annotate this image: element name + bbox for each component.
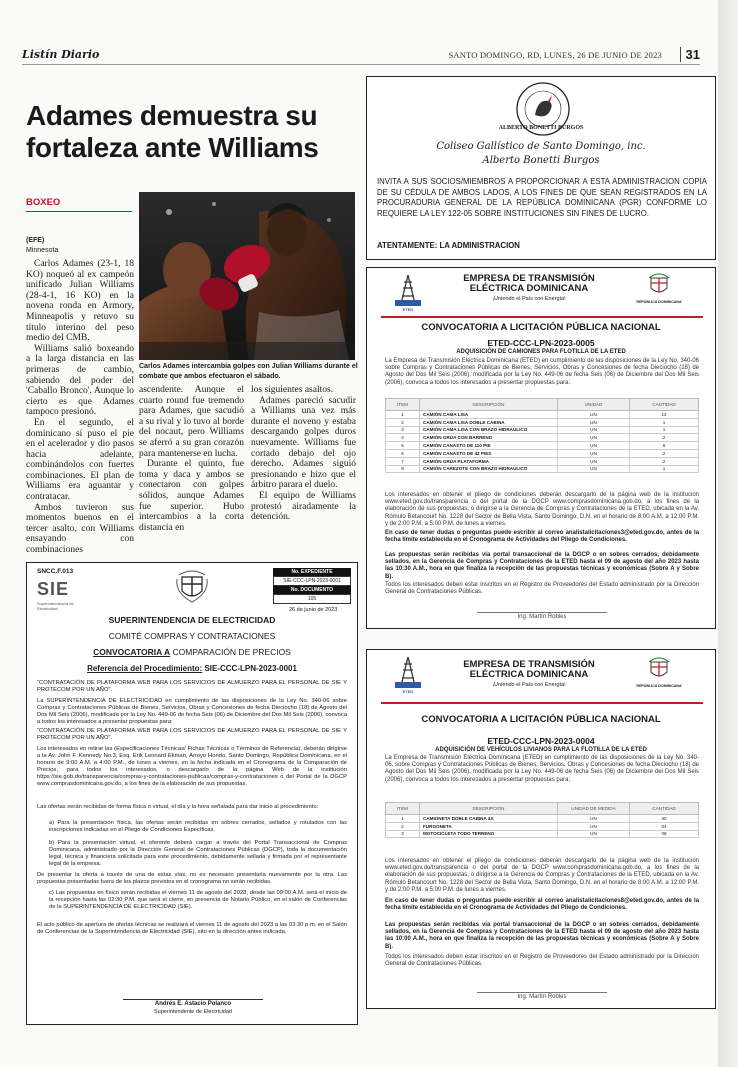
tender-subject: ADQUISICIÓN DE VEHÍCULOS LIVIANOS PARA LA FLOTILLA DE LA ETED — [435, 747, 647, 753]
cell: 04 — [630, 822, 699, 830]
cell: 3 — [386, 426, 420, 434]
coliseo-name: Coliseo Gallístico de Santo Domingo, inc. — [436, 141, 646, 152]
cell: 6 — [386, 449, 420, 457]
paragraph: Carlos Adames (23-1, 18 KO) noqueó al ex campeón unificado Julian Williams (28-4-1, 16 KO) en la novena ronda en Armory, Minneapolis y retuvo su título interino del peso medio del CMB. — [26, 259, 134, 344]
gov-label: REPÚBLICA DOMINICANA — [636, 300, 682, 304]
cell: 1 — [630, 418, 699, 426]
convocation-lead: CONVOCATORIA A — [93, 647, 171, 657]
paragraph: Durante el quinto, fue toma y daca y ambos se conectaron con golpes sólidos, aunque Adames fue superior. Hubo intercambios a la corta distancia en — [139, 459, 244, 533]
red-rule — [381, 702, 703, 704]
item-c: c) Las propuestas en físico serán recibidas el viernes 11 de agosto del 2023, desde las 09:00 A.M. será el inicio de la recepción hasta las 02:30 P.M. que será el cierre, en presencia de Notario Público, en el salón de Conferencias de la SUPERINTENDENCIA DE ELECTRICIDAD (SIE). — [49, 890, 347, 910]
eted-tender-0005 — [366, 267, 716, 629]
article-column-2 — [139, 385, 244, 533]
column-header: ITEM — [386, 399, 420, 411]
paragraph-questions: En caso de tener dudas o preguntas puede escribir al correo analistalicitaciones8@eted.gov.do, antes de la fecha límite establecida en el Cronograma de Actividades del Pliego de Condiciones. — [385, 898, 699, 912]
tender-reference: ETED-CCC-LPN-2023-0004 — [487, 736, 595, 746]
eted-logo-label: ETED — [402, 689, 414, 694]
form-code: SNCC.F.013 — [37, 568, 74, 575]
column-header: DESCRIPCIÓN — [420, 399, 558, 411]
table-row — [386, 457, 699, 465]
table-row — [386, 815, 699, 823]
cell: 2 — [386, 822, 420, 830]
paragraph-deadline: Las propuestas serán recibidas vía portal transaccional de la DGCP o en sobres cerrados, debidamente sellados, en la Gerencia de Compras y Contrataciones de la ETED hasta el 09 de agosto del año 2023 hasta las 10:30 A.M., hora en que finaliza la recepción de las propuestas técnicas y económicas (Sobre A y Sobre B). — [385, 552, 699, 580]
item-a: a) Para la presentación física, las ofertas serán recibidas en sobres cerrados, sellados y rotulados con las inscripciones indicadas en el Pliego de Condiciones Específicas. — [49, 820, 347, 833]
company-name: EMPRESA DE TRANSMISIÓN ELÉCTRICA DOMINICANA — [463, 273, 595, 294]
boxing-photo — [139, 192, 355, 360]
eted-logo-label: ETED — [402, 307, 414, 312]
paragraph-opening: El acto público de apertura de ofertas técnicas se realizará el viernes 11 de agosto del 2023 a las 03:30 p.m. en el Salón de Conferencias de la Superintendencia de Electricidad (SIE), sito en la dirección antes indicada. — [37, 922, 347, 935]
paragraph: Williams salió boxeando a la larga distancia en las primeras de cambio, sabiendo del poder del 'Caballo Bronco'. Aunque lo cierto es que Adames tampoco presionó. — [26, 343, 134, 418]
paragraph-deadline: Las propuestas serán recibidas vía portal transaccional de la DGCP o en sobres cerrados, debidamente sellados, en la Gerencia de Compras y Contrataciones de la ETED hasta el 09 de agosto del año 2023 hasta las 10:00 A.M., hora en que finaliza la recepción de las propuestas técnicas y económicas (Sobre A y Sobre B). — [385, 922, 699, 950]
coat-of-arms-icon — [173, 569, 211, 605]
cell: MOTOCICLETA TODO TERRENO — [420, 830, 558, 838]
cell: CAMIÓN CAMA LISA CON BRAZO HIDRAULICO — [420, 426, 558, 434]
article-headline: Adames demuestra su fortaleza ante Williams — [26, 100, 319, 163]
cell: 08 — [630, 830, 699, 838]
table-row — [386, 426, 699, 434]
cell: 2 — [386, 418, 420, 426]
column-header: CANTIDAD — [630, 803, 699, 815]
cell: UN — [558, 830, 630, 838]
paragraph: ascendente. Aunque el cuarto round fue tremendo para Adames, que sacudió a su rival y lo tuvo al borde del nocaut, pero Williams se aferró a su gran corazón para mantenerse en lucha. — [139, 385, 244, 459]
table-row — [386, 830, 699, 838]
cell: CAMIÓN GRÚA PLATAFORMA — [420, 457, 558, 465]
cell: 12 — [630, 411, 699, 419]
table-row — [386, 465, 699, 473]
paragraph-object: "CONTRATACIÓN DE PLATAFORMA WEB PARA LOS SERVICIOS DE ALMUERZO PARA EL PERSONAL DE SIE Y PROTECOM POR UN AÑO". — [37, 728, 347, 741]
table-row — [386, 434, 699, 442]
cell: CAMIÓN CANASTO DE 42 PIES — [420, 449, 558, 457]
cell: CAMIÓN GRÚA CON BARRENO — [420, 434, 558, 442]
paragraph-questions: En caso de tener dudas o preguntas puede escribir al correo analistalicitaciones3@eted.gov.do, antes de la fecha límite establecida en el Cronograma de Actividades del Pliego de Condiciones. — [385, 530, 699, 544]
column-header: UNIDAD — [558, 399, 630, 411]
cell: 8 — [386, 465, 420, 473]
paragraph-download: Los interesados en obtener el pliego de condiciones deberán descargarlo de la página web de la institución www.eted.gov.do/transparencia o del portal de la DGCP www.comprasdominicana.gob.do, a los fines de la elaboración de sus propuestas, o dirigirse a la Gerencia de Compras y Contrataciones de la ETED, ubicada en la Av. Rómulo Betancourt No. 1228 del Sector de Bella Vista, Santo Domingo, D.N. en el horario de 8:00 A.M. a 12:00 P.M. y de 2:00 P.M. a 5:00 P.M. de lunes a viernes. — [385, 858, 699, 893]
cell: UN — [558, 449, 630, 457]
paragraph: Adames pareció sacudir a Williams una vez más durante el noveno y estaba descargando golpes duros nuevamente. Williams fue cortado debajo del ojo derecho. Adames siguió presionando e hizo que el árbitro parara el duelo. — [251, 395, 356, 491]
page-header — [22, 47, 700, 65]
cell: UN — [558, 822, 630, 830]
cell: UN — [558, 418, 630, 426]
page-number: 31 — [680, 47, 700, 62]
cell: CAMIÓN CAMA LISA DOBLE CABINA — [420, 418, 558, 426]
tender-title: CONVOCATORIA A LICITACIÓN PÚBLICA NACIONAL — [421, 322, 661, 333]
column-header: UNIDAD DE MEDIDA — [558, 803, 630, 815]
notice-text: INVITA A SUS SOCIOS/MIEMBROS A PROPORCIONAR A ESTA ADMINISTRACION COPIA DE SU CÉDULA DE AMBOS LADOS, A LOS FINES DE QUE SEAN REGISTRADOS EN LA PROCURADURIA GENERAL DE LA REPÚBLICA DOMINICANA (PGR) CONFORME LO REQUIERE LA LEY 122-05 SOBRE INSTITUCIONES SIN FINES DE LUCRO. — [377, 177, 707, 218]
table-row — [386, 822, 699, 830]
signer: Ing. Martín Robles — [477, 992, 607, 1000]
paragraph-registry: Todos los interesados deben estar inscritos en el Registro de Proveedores del Estado administrado por la Dirección General de Contrataciones Públicas. — [385, 954, 699, 968]
table-row — [386, 411, 699, 419]
expedient-box — [273, 568, 351, 604]
table-row — [386, 449, 699, 457]
gallistico-seal — [508, 81, 578, 141]
cell: UN — [558, 411, 630, 419]
organization: SUPERINTENDENCIA DE ELECTRICIDAD — [108, 615, 276, 625]
date-line: SANTO DOMINGO, RD, LUNES, 26 DE JUNIO DE 2023 — [448, 50, 662, 60]
cell: 1 — [630, 465, 699, 473]
coat-of-arms-icon — [647, 656, 671, 682]
cell: 40 — [630, 815, 699, 823]
items-table — [385, 802, 699, 838]
cell: UN — [558, 426, 630, 434]
paragraph-retrieve: Los interesados en retirar las (Especificaciones Técnicas/ Fichas Técnicas o Términos de Referencia), deberán dirigirse a la Av. John F. Kennedy No.3, Esq. Erik Leonard Ekman, Arroyo Hondo, Santo Domingo, República Dominicana, en el horario de 9:00 A.M. a 4:00 P.M., de lunes a viernes, en la fecha indicada en el Cronograma de la Comparación de Precios, para todos los interesados, o descargarlo de la página Web de la institución https://sie.gob.do/transparencia/compras-y-contrataciones-publicas/compras-y-contrataciones o del Portal de la DGCP www.comprasdominicana.gov.do, a los fines de la elaboración de sus propuestas. — [37, 746, 347, 787]
procedure-reference — [27, 664, 357, 673]
photo-caption: Carlos Adames intercambia golpes con Julian Williams durante el combate que ambos efectuaron el sábado. — [139, 363, 358, 380]
cell: 2 — [630, 434, 699, 442]
byline — [26, 236, 58, 256]
column-header: CANTIDAD — [630, 399, 699, 411]
reference-value: SIE-CCC-LPN-2023-0001 — [202, 664, 297, 673]
tender-subject: ADQUISICIÓN DE CAMIONES PARA FLOTILLA DE LA ETED — [456, 349, 626, 355]
cell: UN — [558, 815, 630, 823]
eted-header — [367, 268, 715, 314]
cell: 3 — [386, 830, 420, 838]
items-table — [385, 398, 699, 473]
paragraph: Ambos tuvieron sus momentos buenos en el tercer asalto, con Williams ensayando con combinaciones — [26, 502, 134, 556]
tender-intro: La Empresa de Transmisión Eléctrica Dominicana (ETED) en cumplimiento de las disposiciones de la Ley No. 340-06 sobre Compras y Contrataciones Públicas de Bienes, Servicios, Obras y Concesiones de fecha Dieciocho (18) de Agosto del Dos Mil Seis (2006), modificada por la Ley No. 449-06 de fecha Seis (06) de Diciembre del Dos Mil Seis (2006), convoca a todos los interesados a presentar propuestas para: — [385, 358, 699, 386]
cell: CAMIONETA DOBLE CABINA 4X — [420, 815, 558, 823]
paragraph-download: Los interesados en obtener el pliego de condiciones deberán descargarlo de la página web de la institución www.eted.gov.do/transparencia o del portal de la DGCP www.comprasdominicana.gob.do, a los fines de la elaboración de sus propuestas, o dirigirse a la Gerencia de Compras y Contrataciones de la ETED, ubicada en la Av. Rómulo Betancourt No. 1228 del Sector de Bella Vista, Santo Domingo, D.N. en el horario de 8:00 A.M. a 12:00 P.M. y de 2:00 P.M. a 5:00 P.M. de lunes a viernes. — [385, 492, 699, 527]
convocation-rest: COMPARACIÓN DE PRECIOS — [170, 647, 291, 657]
cell: FURGONETA — [420, 822, 558, 830]
page-edge — [718, 0, 738, 1067]
gov-label: REPÚBLICA DOMINICANA — [636, 684, 682, 688]
masthead: Listín Diario — [22, 48, 100, 61]
cell: 6 — [630, 442, 699, 450]
dateline: Minnesota — [26, 247, 59, 254]
article-column-1 — [26, 259, 134, 556]
eted-header — [367, 650, 715, 696]
article-column-3 — [251, 385, 356, 523]
section-label: BOXEO — [26, 197, 61, 208]
cell: 1 — [630, 426, 699, 434]
object-text: "CONTRATACIÓN DE PLATAFORMA WEB PARA LOS SERVICIOS DE ALMUERZO PARA EL PERSONAL DE SIE Y PROTECOM POR UN AÑO". — [37, 680, 347, 693]
tender-title: CONVOCATORIA A LICITACIÓN PÚBLICA NACIONAL — [421, 714, 661, 725]
agency: (EFE) — [26, 237, 45, 244]
reference-label: Referencia del Procedimiento: — [87, 664, 203, 673]
company-slogan: ¡Uniendo el País con Energía! — [492, 296, 566, 302]
paragraph: los siguientes asaltos. — [251, 385, 334, 395]
cell: 1 — [386, 815, 420, 823]
signer-name: Andrés E. Astacio Polanco — [123, 999, 263, 1007]
seal-name: ALBERTO BONETTI BURGOS — [498, 125, 584, 131]
cell: 2 — [630, 457, 699, 465]
convocation-title — [27, 647, 357, 657]
document-value: 105 — [273, 594, 351, 604]
tender-intro: La Empresa de Transmisión Eléctrica Dominicana (ETED) en cumplimiento de las disposiciones de la Ley No. 340-06, sobre Compras y Contrataciones Públicas de Bienes, Servicios, Obras y Concesiones de fecha Dieciocho (18) de Agosto del Dos Mil Seis (2006), modificada por la Ley No. 449-06 de fecha Seis (06) de Diciembre del Dos Mil Seis (2006), convoca a todos los interesados a presentar propuestas para: — [385, 755, 699, 783]
column-header: DESCRIPCIÓN — [420, 803, 558, 815]
cell: 5 — [386, 442, 420, 450]
table-row — [386, 442, 699, 450]
cell: 7 — [386, 457, 420, 465]
sie-logo: SIE — [37, 579, 70, 599]
company-slogan: ¡Uniendo el País con Energía! — [492, 682, 566, 688]
cell: 1 — [386, 411, 420, 419]
paragraph-registry: Todos los interesados deben estar inscritos en el Registro de Proveedores del Estado administrado por la Dirección General de Contrataciones Públicas. — [385, 582, 699, 596]
company-name: EMPRESA DE TRANSMISIÓN ELÉCTRICA DOMINICANA — [463, 659, 595, 680]
signer-title: Superintendente de Electricidad — [154, 1009, 232, 1015]
column-header: ITEM — [386, 803, 420, 815]
notice-date: 26 de junio de 2023 — [289, 607, 338, 613]
gallistico-ad — [366, 76, 716, 260]
paragraph-law: La SUPERINTENDENCIA DE ELECTRICIDAD en cumplimiento de las disposiciones de la Ley No. 340-06 sobre Compras y Contrataciones Públicas de Bienes, Servicios, Obras y Concesiones de fecha Dieciocho (18) de Agosto del Dos Mil Seis (2006), modificada por la Ley No. 449-06 de fecha Seis (06) de Diciembre del Dos Mil Seis (2006), convoca a todos los interesados a presentar propuestas para: — [37, 698, 347, 725]
eted-logo — [393, 656, 423, 688]
eted-logo — [393, 274, 423, 306]
cell: 4 — [386, 434, 420, 442]
cell: UN — [558, 465, 630, 473]
cell: CAMIÓN CANASTO DE 110 PIE — [420, 442, 558, 450]
signoff: ATENTAMENTE: LA ADMINISTRACION — [377, 241, 520, 250]
committee: COMITÉ COMPRAS Y CONTRATACIONES — [108, 631, 276, 641]
document-label: No. DOCUMENTO — [273, 586, 351, 594]
tender-reference: ETED-CCC-LPN-2023-0005 — [487, 338, 595, 348]
table-row — [386, 418, 699, 426]
section-rule — [26, 211, 132, 212]
cell: UN — [558, 457, 630, 465]
paragraph: En el segundo, el dominicano sí puso el pie en el acelerador y dio pasos hacia adelante, combinándolos con fuertes combinaciones. El plan de Williams era aguantar y contratacar. — [26, 417, 134, 503]
paragraph: El equipo de Williams protestó airadamente la detención. — [251, 490, 356, 523]
cell: UN — [558, 442, 630, 450]
person-name: Alberto Bonetti Burgos — [482, 155, 600, 166]
cell: CAMIÓN CAMA LISA — [420, 411, 558, 419]
cell: UN — [558, 434, 630, 442]
expedient-label: No. EXPEDIENTE — [273, 568, 351, 576]
item-b: b) Para la presentación virtual, el oferente deberá cargar a través del Portal Transaccional de Compras Dominicana, administrado por la Dirección General de Contrataciones Públicas (DGCP), toda la documentación legal, técnica y financiera solicitada para este procedimiento, debidamente sellada y firmada por el representante legal de la empresa. — [49, 840, 347, 867]
expedient-value: SIE-CCC-LPN-2023-0001 — [273, 576, 351, 586]
eted-tender-0004 — [366, 649, 716, 1009]
coat-of-arms-icon — [647, 272, 671, 298]
red-rule — [381, 316, 703, 318]
paragraph-offers: Las ofertas serán recibidas de forma física o virtual, el día y la hora señalada para dar inicio al procedimiento: — [37, 804, 319, 810]
paragraph-either-way: De presentar la oferta a través de una de estas vías, no es necesario presentarla nuevamente por la otra. Las propuestas presentadas fuera de los plazos previstos en el cronograma no serán recibidas. — [37, 872, 347, 885]
sie-notice — [26, 562, 358, 1025]
cell: 2 — [630, 449, 699, 457]
sie-logo-subtitle: Superintendencia de Electricidad — [37, 601, 74, 611]
cell: CAMIÓN CAREZOTE CON BRAZO HIDRAULICO — [420, 465, 558, 473]
signer: Ing. Martín Robles — [477, 612, 607, 620]
